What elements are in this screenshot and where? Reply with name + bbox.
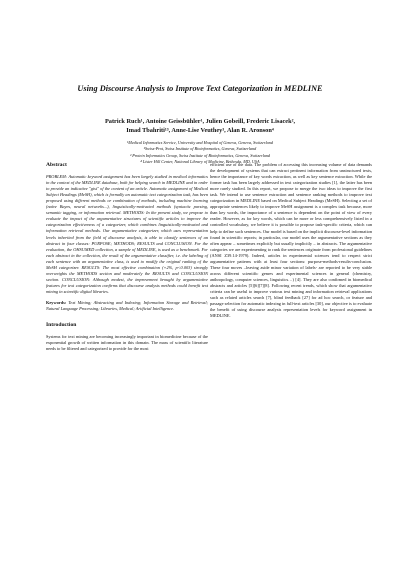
intro-paragraph-left: Systems for text mining are becoming increasingly important in biomedicine because of the exponential growth of written information in this domain. The mass of scientific literature needs to be filtered and categorized to provide for the most [46, 334, 208, 352]
author-list [30, 117, 370, 135]
keywords [46, 300, 208, 312]
abstract-text: PROBLEM: Automatic keyword assignment has been largely studied in medical informatics in the context of the MEDLINE database, both for helping search in MEDLINE and in order to provide an indicative "gist" of the content of an article. Automatic assignment of Medical Subject Headings (MeSH), which is formally an automatic text categorization task, has been proposed using different methods or combination of methods, including machine learning (naïve Bayes, neural networks...), linguistically-motivated methods (syntactic parsing, semantic tagging, or information retrieval. METHODS: In the present study, we propose to evaluate the impact of the argumentative structures of scientific articles to improve the categorization effectiveness of a categorizer, which combines linguistically-motivated and information retrieval methods. Our argumentative categorizer, which uses representation levels inherited from the field of discourse analysis, is able to classify sentences of an abstract in four classes: PURPOSE; METHODS; RESULTS and CONCLUSION. For the evaluation, the OHSUMED collection, a sample of MEDLINE, is used as a benchmark. For each abstract in the collection, the result of the argumentative classifier, i.e. the labeling of each sentence with an argumentative class, is used to modify the original ranking of the MeSH categorizer. RESULTS: The most effective combination (+2%, p<0.003) strongly overweights the METHODS section and moderately the RESULTS and CONCLUSION section. CONCLUSION: Although modest, the improvement brought by argumentative features for text categorization confirms that discourse analysis methods could benefit text mining in scientific digital libraries. [46, 174, 208, 294]
right-column [210, 162, 372, 319]
paper-title: Using Discourse Analysis to Improve Text Categorization in MEDLINE [77, 84, 323, 93]
authors-line-2: Imad Tbahriti¹³, Anne-Lise Veuthey³, Alan R. Aronson⁴ [126, 127, 274, 134]
keywords-text: Text Mining; Abstracting and Indexing; Information Storage and Retrieval; Natural Language Processing; Libraries, Medical; Artificial Intelligence. [46, 299, 208, 312]
affiliation-1: ¹Medical Informatics Service, University and Hospital of Geneva, Geneva, Switzerland [127, 140, 273, 145]
intro-paragraph-right: efficient use of the data. The problem of accessing this increasing volume of data demands the development of systems that can extract pertinent information from unstructured texts, hence the importance of key words extraction, as well as key sentence extraction. While the former task has been largely addressed in text categorization studies [1], the latter has been more rarely studied. In this report, we propose to merge the two ideas to improve the first task. We intend to use sentence extraction and sentence ranking methods to improve text categorization in MEDLINE based on Medical Subject Headings (MeSH). Selecting a set of appropriate sentences likely to improve MeSH assignment is a complex task because, more than key words, the importance of a sentence is dependent on the point of view of every reader. However, as for key words, which can be more or less comprehensively listed in a controlled vocabulary, we believe it is possible to propose task-specific criteria, which can help to define such sentences. Our model is based on the implicit discourse-level information found in scientific reports; in particular, our model uses the argumentative sections as they often appear – sometimes explicitly but usually implicitly – in abstracts. The argumentative categories we are experimenting to rank the sentences originate from professional guidelines (ANSI Z39.14-1979). Indeed, articles in experimental sciences tend to respect strict argumentative patterns with at least four sections: purpose-methods-results-conclusion. These four moves –leaving aside minor variation of labels- are reported to be very stable across different scientific genres and experimental sciences in general (chemistry, anthropology, computer sciences, linguistics…) [4]. They are also confirmed in biomedical abstracts and articles [5][6][7][8]. Following recent trends, which show that argumentative criteria can be useful to improve various text mining and information retrieval applications such as related articles search [7], blind feedback [27] for ad hoc search, or feature and passage selection for automatic indexing in full-text articles [30], our objective is to evaluate the benefit of using discourse analysis representation levels for keyword assignment in MEDLINE. [210, 162, 372, 319]
introduction-heading: Introduction [46, 322, 77, 329]
authors-line-1: Patrick Ruch¹, Antoine Geissbühler¹, Julien Gobeill, Frederic Lisacek², [104, 118, 296, 125]
affiliation-4: ⁴ Lister Hill Center, National Library of Medicine, Bethesda, MD, USA [140, 159, 260, 165]
affiliation-3: ³ Protein Informatics Group, Swiss Institute of Bioinformatics, Geneva, Switzerland [129, 152, 271, 158]
abstract-heading: Abstract [46, 162, 67, 168]
left-column [46, 162, 208, 352]
affiliation-2: ²Swiss-Prot, Swiss Institute of Bioinformatics, Geneva, Switzerland [143, 146, 257, 152]
keywords-label: Keywords: [46, 299, 67, 305]
